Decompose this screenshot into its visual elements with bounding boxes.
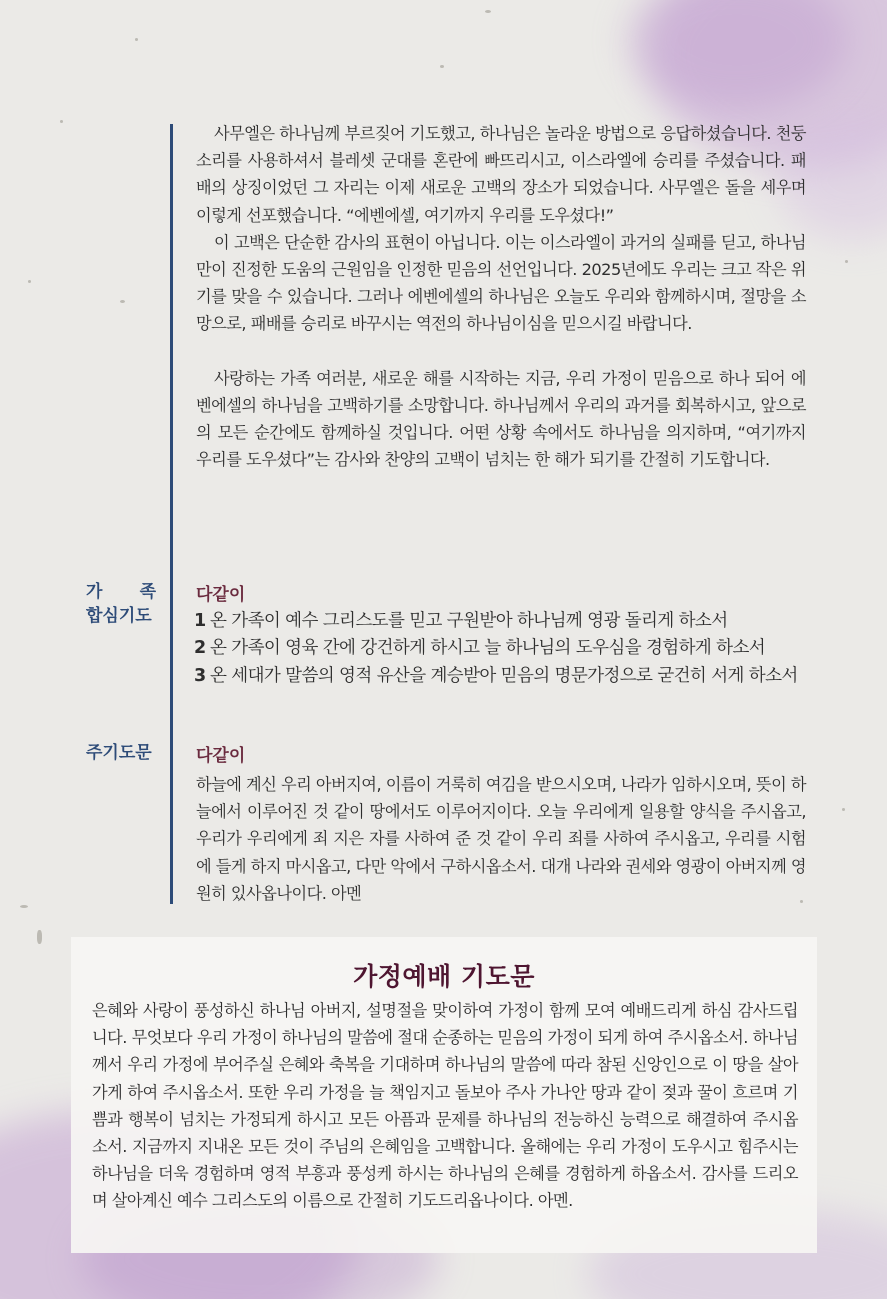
paper-speck <box>37 930 42 944</box>
home-worship-title: 가정예배 기도문 <box>353 962 535 991</box>
family-prayer-label <box>86 580 156 628</box>
prayer-text: 온 가족이 영육 간에 강건하게 하시고 늘 하나님의 도우심을 경험하게 하소서 <box>210 638 766 659</box>
prayer-item <box>194 635 808 662</box>
lords-prayer-label: 주기도문 <box>86 743 152 763</box>
home-worship-prayer-box <box>71 937 817 1253</box>
paragraph-gap <box>196 338 806 365</box>
family-prayer-list <box>194 608 808 690</box>
paper-speck <box>28 280 31 283</box>
prayer-number: 2 <box>194 638 206 659</box>
paper-speck <box>485 10 491 13</box>
home-worship-text: 은혜와 사랑이 풍성하신 하나님 아버지, 설명절을 맞이하여 가정이 함께 모여 예배드리게 하심 감사드립니다. 무엇보다 우리 가정이 하나님의 말씀에 절대 순종하는 믿음의 가정이 되게 하여 주시옵소서. 하나님께서 우리 가정에 부어주실 은혜와 축복을 기대하며 하나님의 말씀에 따라 참된 신앙인으로 이 땅을 살아가게 하여 주시옵소서. 또한 우리 가정을 늘 책임지고 돌보아 주사 가나안 땅과 같이 젖과 꿀이 흐르며 기쁨과 행복이 넘치는 가정되게 하시고 모든 아픔과 문제를 하나님의 전능하신 능력으로 해결하여 주시옵소서. 지금까지 지내온 모든 것이 주님의 은혜임을 고백합니다. 올해에는 우리 가정이 도우시고 힘주시는 하나님을 더욱 경험하며 영적 부흥과 풍성케 하시는 하나님의 은혜를 경험하게 하옵소서. 감사를 드리오며 살아계신 예수 그리스도의 이름으로 간절히 기도드리옵나이다. 아멘. <box>92 1001 798 1211</box>
family-label-line2: 합심기도 <box>86 606 152 626</box>
prayer-item <box>194 608 808 635</box>
paper-speck <box>60 120 63 123</box>
intro-paragraph-1: 사무엘은 하나님께 부르짖어 기도했고, 하나님은 놀라운 방법으로 응답하셨습니다. 천둥소리를 사용하셔서 블레셋 군대를 혼란에 빠뜨리시고, 이스라엘에 승리를 주셨습니다. 패배의 상징이었던 그 자리는 이제 새로운 고백의 장소가 되었습니다. 사무엘은 돌을 세우며 이렇게 선포했습니다. “에벤에셀, 여기까지 우리를 도우셨다!” <box>196 124 806 225</box>
prayer-number: 1 <box>194 611 206 631</box>
family-label-line1 <box>86 580 156 604</box>
family-label-char-1: 가 <box>86 582 103 602</box>
prayer-text: 온 세대가 말씀의 영적 유산을 계승받아 믿음의 명문가정으로 굳건히 서게 하소서 <box>210 665 798 686</box>
paper-speck <box>135 38 138 41</box>
prayer-item <box>194 663 808 690</box>
intro-paragraph-2: 이 고백은 단순한 감사의 표현이 아닙니다. 이는 이스라엘이 과거의 실패를 딛고, 하나님만이 진정한 도움의 근원임을 인정한 믿음의 선언입니다. 2025년에도 우리는 크고 작은 위기를 맞을 수 있습니다. 그러나 에벤에셀의 하나님은 오늘도 우리와 함께하시며, 절망을 소망으로, 패배를 승리로 바꾸시는 역전의 하나님이심을 믿으시길 바랍니다. <box>196 232 806 334</box>
intro-text <box>196 120 806 473</box>
paper-speck <box>20 905 28 908</box>
paper-speck <box>845 260 848 263</box>
family-prayer-heading: 다같이 <box>196 585 246 605</box>
lords-prayer-heading: 다같이 <box>196 746 246 766</box>
lords-prayer-text: 하늘에 계신 우리 아버지여, 이름이 거룩히 여김을 받으시오며, 나라가 임하시오며, 뜻이 하늘에서 이루어진 것 같이 땅에서도 이루어지이다. 오늘 우리에게 일용할 양식을 주시옵고, 우리가 우리에게 죄 지은 자를 사하여 준 것 같이 우리 죄를 사하여 주시옵고, 우리를 시험에 들게 하지 마시옵고, 다만 악에서 구하시옵소서. 대개 나라와 권세와 영광이 아버지께 영원히 있사옵나이다. 아멘 <box>196 775 806 903</box>
prayer-number: 3 <box>194 665 206 686</box>
intro-paragraph-3: 사랑하는 가족 여러분, 새로운 해를 시작하는 지금, 우리 가정이 믿음으로 하나 되어 에벤에셀의 하나님을 고백하기를 소망합니다. 하나님께서 우리의 과거를 회복하시고, 앞으로의 모든 순간에도 함께하실 것입니다. 어떤 상황 속에서도 하나님을 의지하며, “여기까지 우리를 도우셨다”는 감사와 찬양의 고백이 넘치는 한 해가 되기를 간절히 기도합니다. <box>196 368 806 470</box>
paper-speck <box>842 808 845 811</box>
family-label-char-2: 족 <box>139 582 156 602</box>
paper-speck <box>440 65 444 68</box>
prayer-text: 온 가족이 예수 그리스도를 믿고 구원받아 하나님께 영광 돌리게 하소서 <box>210 611 728 631</box>
paper-speck <box>120 300 125 303</box>
